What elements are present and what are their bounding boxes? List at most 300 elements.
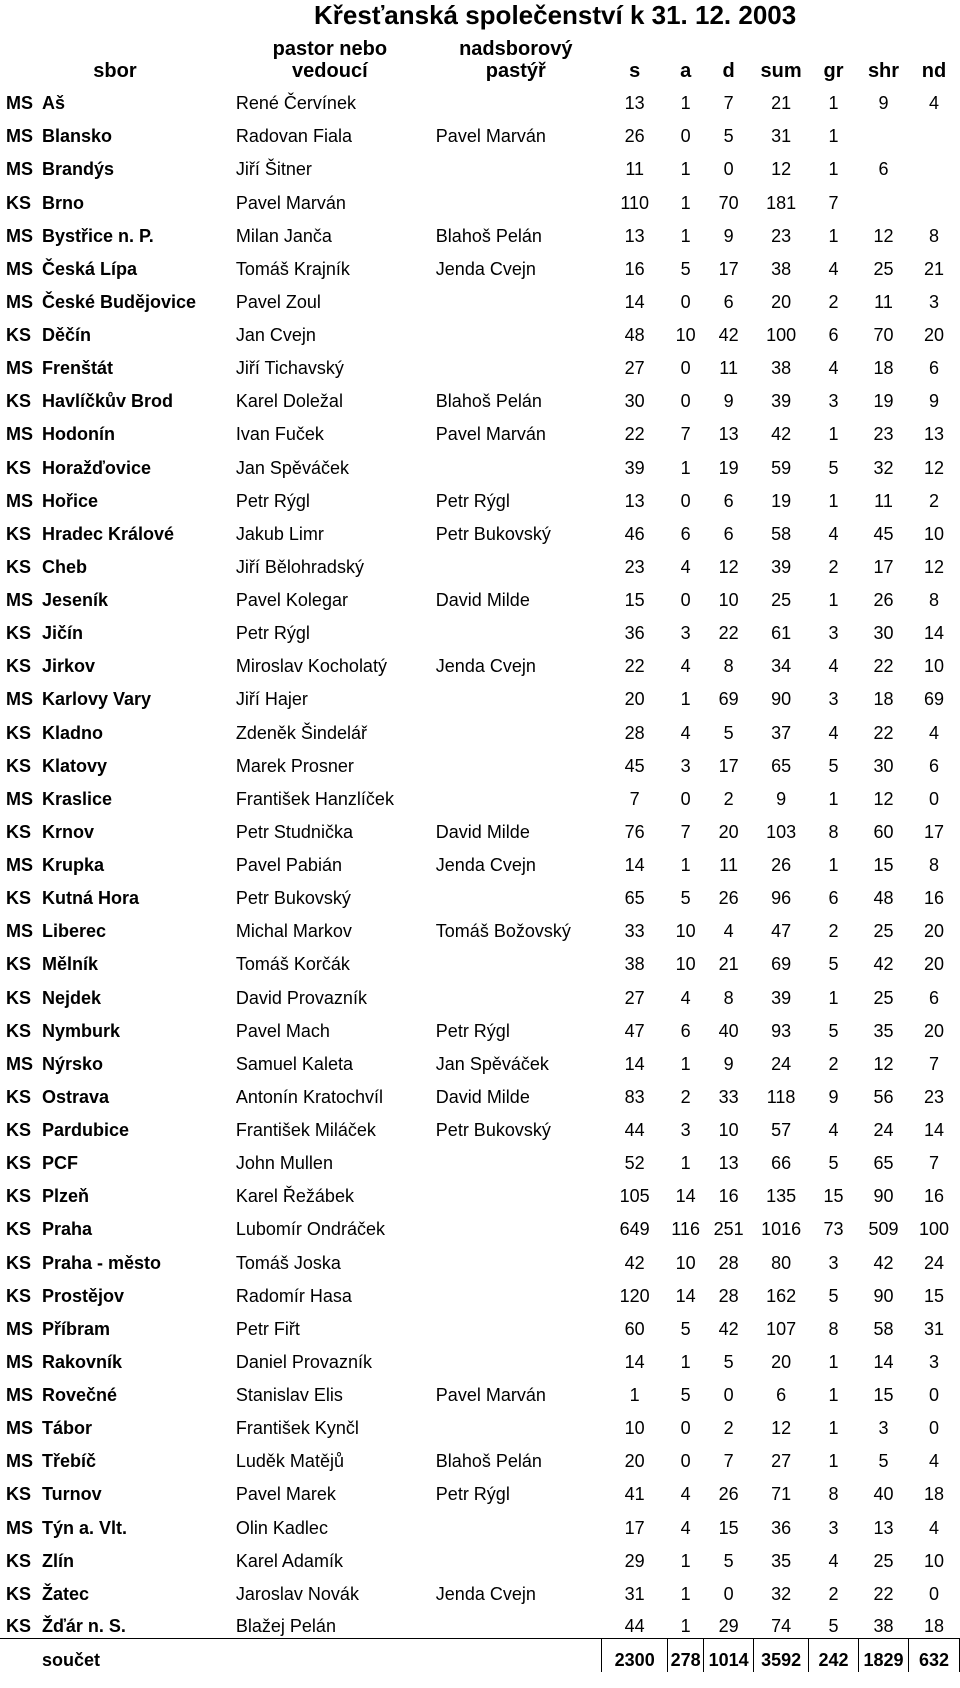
row-s: 26 [624,126,645,147]
row-shr: 42 [873,954,894,975]
row-sbor-name: Plzeň [41,1186,89,1207]
table-row [0,943,960,976]
row-shr: 70 [873,325,894,345]
row-nd: 13 [923,424,944,445]
row-d: 11 [719,855,738,875]
table-row [0,181,960,214]
row-nadsborovy-pastyr: Blahoš Pelán [435,1451,542,1472]
row-nadsborovy-pastyr: Petr Rýgl [435,490,510,511]
row-sum: 32 [771,1583,792,1604]
row-sbor-name: Jičín [41,623,84,644]
row-d: 8 [723,656,734,677]
row-sbor-name: Havlíčkův Brod [41,391,174,412]
row-gr: 2 [828,1053,839,1074]
row-d: 16 [718,1186,739,1207]
row-sum: 12 [771,1418,792,1439]
table-row [0,513,960,546]
row-s: 27 [624,358,645,379]
row-pastor: Karel Adamík [235,1550,343,1571]
row-nd: 8 [928,590,939,610]
row-shr: 65 [873,1153,894,1174]
row-gr: 1 [828,788,839,809]
row-nadsborovy-pastyr: David Milde [435,1086,530,1107]
row-nadsborovy-pastyr [430,943,602,976]
row-gr: 4 [828,358,839,379]
row-gr: 8 [828,821,839,842]
row-d: 8 [723,987,734,1008]
row-d: 5 [723,126,734,147]
table-row [0,1308,960,1341]
row-a: 5 [680,258,691,279]
row-type: KS [6,623,32,644]
row-a: 1 [680,1550,691,1571]
row-d: 33 [718,1086,739,1107]
row-pastor: Olin Kadlec [235,1517,328,1538]
row-type: MS [6,1451,33,1472]
row-nadsborovy-pastyr: Jenda Cvejn [435,1583,536,1604]
row-gr: 8 [828,1484,839,1505]
row-pastor: Pavel Zoul [235,291,321,312]
row-d: 2 [723,788,734,809]
row-nadsborovy-pastyr [430,1241,602,1274]
row-pastor: František Miláček [235,1120,376,1140]
row-sum: 66 [771,1153,792,1174]
row-gr: 6 [828,325,839,345]
row-sum: 65 [771,755,792,776]
row-type: KS [6,1550,32,1571]
row-nadsborovy-pastyr [430,314,602,347]
row-nd: 21 [923,258,944,279]
row-pastor: Jiří Šitner [235,159,312,180]
row-d: 19 [718,457,739,478]
row-pastor: František Hanzlíček [235,788,394,809]
row-type: KS [6,1219,32,1240]
table-row [0,1010,960,1043]
table-row [0,645,960,678]
row-nd: 12 [923,556,944,577]
header-sbor: sbor [93,60,137,82]
row-type: KS [6,1616,32,1637]
row-sbor-name: Brno [41,192,84,213]
row-type: KS [6,1120,32,1140]
row-shr: 48 [873,888,894,909]
row-gr: 9 [828,1086,839,1107]
row-s: 20 [624,689,645,710]
row-shr: 24 [873,1120,894,1140]
row-gr: 4 [828,656,839,677]
row-shr: 32 [873,457,894,478]
row-nd: 3 [928,1351,939,1372]
row-sbor-name: Zlín [41,1550,74,1571]
row-pastor: Ivan Fuček [235,424,324,445]
table-row [0,281,960,314]
row-gr: 1 [828,987,839,1008]
row-nd: 17 [923,821,944,842]
row-shr: 9 [878,93,889,114]
row-sbor-name: Blansko [41,126,113,147]
total-row [0,1639,960,1672]
row-d: 20 [718,821,739,842]
row-s: 44 [624,1616,645,1637]
total-sum: 3592 [754,1639,809,1672]
row-a: 3 [680,623,691,644]
table-row [0,844,960,877]
row-d: 17 [718,755,739,776]
row-type: MS [6,689,33,710]
row-nd: 0 [928,1385,939,1405]
row-type: MS [6,490,33,511]
row-d: 10 [718,590,739,610]
row-d: 7 [723,1451,734,1472]
row-gr: 1 [828,590,839,610]
row-pastor: Zdeněk Šindelář [235,722,367,743]
row-type: MS [6,590,33,610]
row-a: 4 [680,1484,691,1505]
row-a: 4 [680,987,691,1008]
total-d: 1014 [704,1639,754,1672]
row-nd: 4 [928,722,939,743]
row-sbor-name: Bystřice n. P. [41,225,154,246]
row-a: 116 [671,1219,700,1240]
row-gr: 7 [828,192,839,213]
row-sum: 69 [771,954,792,975]
row-gr: 1 [828,1351,839,1372]
row-s: 52 [624,1153,645,1174]
row-shr: 40 [873,1484,894,1505]
row-sum: 34 [771,656,792,677]
row-gr: 4 [828,1120,839,1140]
row-shr: 13 [873,1517,894,1538]
row-nd [908,181,959,214]
row-d: 5 [723,1351,734,1372]
row-gr: 2 [828,291,839,312]
row-d: 13 [718,424,739,445]
row-nd: 0 [928,1418,939,1439]
row-nd: 100 [918,1219,950,1240]
row-sum: 96 [771,888,792,909]
row-d: 0 [723,1385,734,1405]
row-d: 40 [718,1020,739,1041]
table-row [0,546,960,579]
header-d: d [722,60,735,82]
row-gr: 1 [828,93,839,114]
row-nadsborovy-pastyr [430,181,602,214]
row-gr: 1 [828,855,839,875]
row-sbor-name: Praha [41,1219,93,1240]
table-row [0,1506,960,1539]
row-nd: 12 [923,457,944,478]
row-shr: 509 [868,1219,899,1240]
row-type: MS [6,358,33,379]
row-sum: 36 [771,1517,792,1538]
row-sum: 47 [771,921,792,942]
row-nadsborovy-pastyr [430,1606,602,1639]
row-s: 10 [624,1418,645,1439]
row-pastor: Petr Rýgl [235,490,310,511]
row-d: 11 [719,358,738,379]
row-s: 83 [624,1086,645,1107]
row-nadsborovy-pastyr: Petr Bukovský [435,523,551,544]
row-a: 1 [680,192,691,213]
row-gr: 2 [828,921,839,942]
row-pastor: Jan Cvejn [235,325,316,345]
row-d: 13 [718,1153,739,1174]
row-pastor: Stanislav Elis [235,1385,343,1405]
row-type: KS [6,391,32,412]
row-gr: 4 [828,523,839,544]
row-s: 17 [624,1517,645,1538]
row-nd: 14 [923,623,944,644]
row-sum: 26 [771,855,792,875]
table-row [0,1440,960,1473]
row-type: KS [6,457,32,478]
row-shr: 12 [873,1053,894,1074]
row-pastor: Lubomír Ondráček [235,1219,385,1240]
row-sum: 23 [771,225,792,246]
row-s: 65 [624,888,645,909]
row-d: 17 [718,258,739,279]
row-a: 4 [680,556,691,577]
row-shr: 12 [873,225,894,246]
row-gr: 5 [828,755,839,776]
row-type: KS [6,987,32,1008]
row-sbor-name: PCF [41,1153,78,1174]
row-gr: 15 [823,1186,844,1207]
row-pastor: Jaroslav Novák [235,1583,359,1604]
row-nd [908,148,959,181]
row-sbor-name: Jeseník [41,590,109,610]
table-row [0,1076,960,1109]
row-shr: 18 [873,689,894,710]
row-d: 0 [723,159,734,180]
row-gr: 4 [828,1550,839,1571]
row-gr: 5 [828,1616,839,1637]
row-nd: 6 [928,358,939,379]
row-nd: 3 [928,291,939,312]
row-shr: 22 [873,722,894,743]
table-row [0,446,960,479]
row-nadsborovy-pastyr: Petr Bukovský [435,1120,551,1140]
header-a: a [680,60,692,82]
row-sbor-name: Praha - město [41,1252,162,1273]
row-sum: 19 [771,490,792,511]
table-row [0,413,960,446]
row-shr: 35 [873,1020,894,1041]
row-gr: 5 [828,1020,839,1041]
table-row [0,480,960,513]
row-nd: 18 [923,1484,944,1505]
row-gr: 1 [828,225,839,246]
table-row [0,1473,960,1506]
row-nadsborovy-pastyr [430,82,602,115]
row-pastor: Petr Bukovský [235,888,351,909]
row-a: 0 [680,1451,691,1472]
row-type: MS [6,788,33,809]
row-shr: 11 [874,490,893,511]
row-pastor: Tomáš Korčák [235,954,350,975]
row-type: KS [6,888,32,909]
row-sum: 25 [771,590,792,610]
row-sum: 6 [776,1385,787,1405]
row-pastor: John Mullen [235,1153,333,1174]
row-gr: 2 [828,1583,839,1604]
row-s: 13 [624,490,645,511]
row-shr: 45 [873,523,894,544]
row-nd: 2 [928,490,939,511]
row-gr: 3 [828,689,839,710]
row-sum: 38 [771,358,792,379]
row-pastor: Pavel Marek [235,1484,336,1505]
row-s: 29 [624,1550,645,1571]
row-nd: 31 [923,1318,944,1339]
row-shr: 18 [873,358,894,379]
row-sum: 27 [771,1451,792,1472]
row-gr: 4 [828,722,839,743]
row-d: 7 [723,93,734,114]
row-shr: 38 [873,1616,894,1637]
table-row [0,1540,960,1573]
row-shr: 90 [873,1186,894,1207]
row-sbor-name: Liberec [41,921,107,942]
row-gr: 5 [828,954,839,975]
row-type: KS [6,656,32,677]
row-nadsborovy-pastyr [430,711,602,744]
row-nd: 18 [923,1616,944,1637]
row-nadsborovy-pastyr [430,1275,602,1308]
row-sum: 1016 [761,1219,802,1240]
table-row [0,1175,960,1208]
table-row [0,778,960,811]
row-nadsborovy-pastyr [430,678,602,711]
row-a: 10 [675,325,696,345]
row-nadsborovy-pastyr: Blahoš Pelán [435,391,542,412]
row-sbor-name: Pardubice [41,1120,130,1140]
row-a: 1 [680,1153,691,1174]
row-shr: 26 [873,590,894,610]
row-gr: 1 [828,1385,839,1405]
row-type: KS [6,954,32,975]
row-a: 1 [680,225,691,246]
row-d: 9 [723,225,734,246]
row-sbor-name: Hořice [41,490,99,511]
table-row [0,1241,960,1274]
row-s: 13 [624,225,645,246]
row-nadsborovy-pastyr [430,612,602,645]
row-gr: 1 [828,490,839,511]
row-sbor-name: Česká Lípa [41,258,138,279]
row-a: 1 [680,93,691,114]
row-nd: 69 [923,689,944,710]
row-s: 47 [624,1020,645,1041]
table-row [0,1573,960,1606]
row-shr: 25 [873,921,894,942]
table-row [0,1606,960,1639]
row-d: 9 [723,391,734,412]
row-shr: 5 [878,1451,889,1472]
table-row [0,380,960,413]
row-sum: 42 [771,424,792,445]
row-pastor: Petr Studnička [235,821,353,842]
row-shr: 22 [873,656,894,677]
row-d: 22 [718,623,739,644]
row-sbor-name: Prostějov [41,1285,125,1306]
row-pastor: Pavel Pabián [235,855,342,875]
row-nadsborovy-pastyr [430,1407,602,1440]
row-pastor: Karel Řežábek [235,1186,354,1207]
row-nd: 7 [928,1153,939,1174]
row-nadsborovy-pastyr [430,148,602,181]
row-shr: 58 [873,1318,894,1339]
row-sum: 118 [766,1086,796,1107]
row-d: 5 [723,1550,734,1571]
row-nadsborovy-pastyr: Tomáš Božovský [435,921,571,942]
row-sum: 80 [771,1252,792,1273]
row-gr: 2 [828,556,839,577]
row-sum: 38 [771,258,792,279]
row-nadsborovy-pastyr: David Milde [435,590,530,610]
row-nd: 20 [923,325,944,345]
row-nd: 0 [928,1583,939,1604]
row-gr: 5 [828,1285,839,1306]
row-pastor: Jan Spěváček [235,457,349,478]
row-d: 42 [718,325,739,345]
row-type: MS [6,93,33,114]
table-row [0,579,960,612]
row-s: 38 [624,954,645,975]
row-d: 28 [718,1252,739,1273]
row-a: 10 [675,921,696,942]
row-a: 2 [680,1086,691,1107]
row-d: 29 [718,1616,739,1637]
row-sbor-name: České Budějovice [41,291,197,312]
row-sbor-name: Žatec [41,1583,90,1604]
row-d: 2 [723,1418,734,1439]
row-sbor-name: Mělník [41,954,98,975]
row-a: 5 [680,1385,691,1405]
row-type: MS [6,1053,33,1074]
row-a: 14 [675,1186,696,1207]
row-pastor: Karel Doležal [235,391,343,412]
row-d: 70 [718,192,739,213]
row-s: 27 [624,987,645,1008]
total-s: 2300 [602,1639,668,1672]
row-sum: 59 [771,457,792,478]
row-sum: 107 [766,1318,797,1339]
row-nadsborovy-pastyr [430,347,602,380]
row-nadsborovy-pastyr [430,1142,602,1175]
row-s: 44 [624,1120,645,1140]
row-a: 1 [680,457,691,478]
table-row [0,148,960,181]
statistics-table [0,32,960,1672]
row-a: 1 [680,1616,691,1637]
row-type: MS [6,1517,33,1538]
total-a: 278 [668,1639,704,1672]
row-a: 3 [680,755,691,776]
row-gr: 3 [828,1517,839,1538]
row-a: 4 [680,656,691,677]
row-type: MS [6,1351,33,1372]
row-pastor: Jakub Limr [235,523,324,544]
row-type: MS [6,258,33,279]
row-shr: 12 [873,788,894,809]
row-gr: 1 [828,159,839,180]
row-s: 30 [624,391,645,412]
row-sbor-name: Nejdek [41,987,102,1008]
table-row [0,1374,960,1407]
row-d: 42 [718,1318,739,1339]
row-type: KS [6,523,32,544]
